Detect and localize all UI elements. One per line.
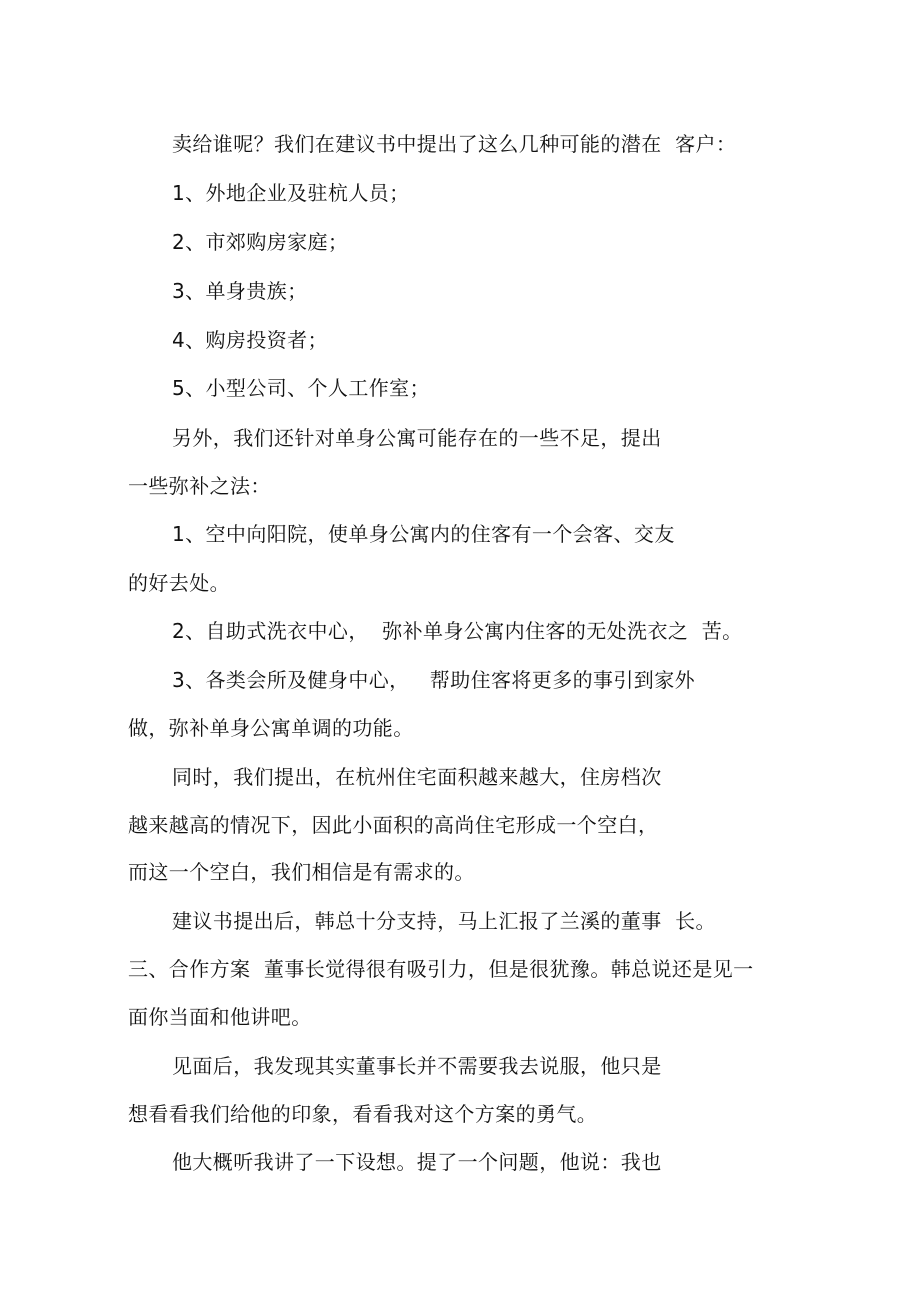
list-item-customer-1: 1、外地企业及驻杭人员； [172, 181, 410, 205]
text-line-question: 他大概听我讲了一下设想。提了一个问题，他说：我也 [172, 1150, 662, 1174]
list-item-customer-5: 5、小型公司、个人工作室； [172, 376, 430, 400]
list-item-customer-2: 2、市郊购房家庭； [172, 230, 349, 254]
text-line-meeting-cont: 想看看我们给他的印象，看看我对这个方案的勇气。 [128, 1102, 598, 1126]
list-item-customer-4: 4、购房投资者； [172, 328, 328, 352]
text-line-meeting: 见面后，我发现其实董事长并不需要我去说服，他只是 [172, 1054, 662, 1078]
list-item-customer-3: 3、单身贵族； [172, 279, 308, 303]
text-line-meanwhile: 同时，我们提出，在杭州住宅面积越来越大，住房档次 [172, 765, 662, 789]
text-line-intro: 卖给谁呢？我们在建议书中提出了这么几种可能的潜在 客户： [172, 132, 737, 156]
list-item-remedy-1-cont: 的好去处。 [128, 571, 230, 595]
text-line-shortcomings-cont: 一些弥补之法： [128, 474, 271, 498]
text-line-meanwhile-cont-2: 而这一个空白，我们相信是有需求的。 [128, 860, 475, 884]
text-line-section-cooperation-cont: 面你当面和他讲吧。 [128, 1005, 312, 1029]
list-item-remedy-3-cont: 做，弥补单身公寓单调的功能。 [128, 716, 414, 740]
list-item-remedy-3: 3、各类会所及健身中心， 帮助住客将更多的事引到家外 [172, 668, 695, 692]
text-line-meanwhile-cont-1: 越来越高的情况下，因此小面积的高尚住宅形成一个空白， [128, 813, 659, 837]
list-item-remedy-2: 2、自助式洗衣中心， 弥补单身公寓内住客的无处洗衣之 苦。 [172, 619, 743, 643]
text-line-proposal-report: 建议书提出后，韩总十分支持，马上汇报了兰溪的董事 长。 [172, 909, 716, 933]
text-line-section-cooperation: 三、合作方案 董事长觉得很有吸引力，但是很犹豫。韩总说还是见一 [128, 957, 754, 981]
text-line-shortcomings: 另外，我们还针对单身公寓可能存在的一些不足，提出 [172, 426, 662, 450]
list-item-remedy-1: 1、空中向阳院，使单身公寓内的住客有一个会客、交友 [172, 522, 675, 546]
